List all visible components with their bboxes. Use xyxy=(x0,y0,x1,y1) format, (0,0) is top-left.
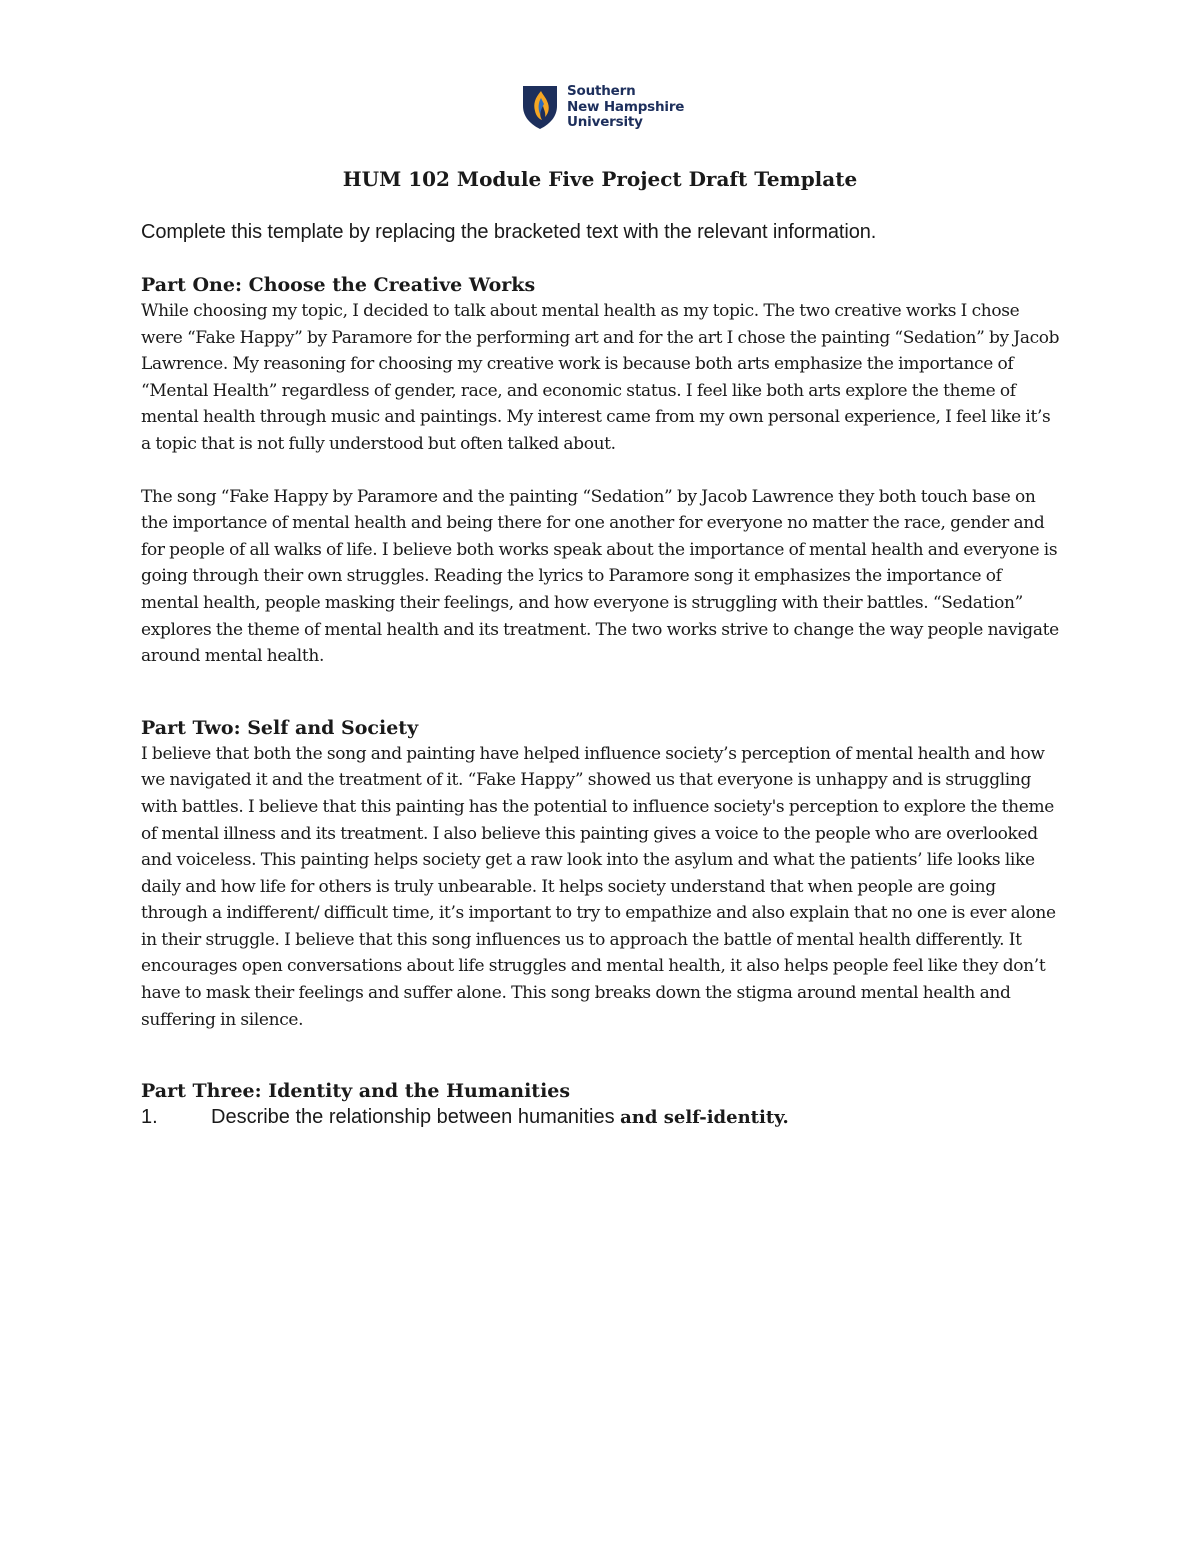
spacer xyxy=(141,458,1061,484)
part-one-paragraph-1: While choosing my topic, I decided to talk about mental health as my topic. The two creative works I chose were “Fake Happy” by Paramore for the performing art and for the art I chose the painting “Sedation” by Jacob Lawrence. My reasoning for choosing my creative work is because both arts emphasize the importance of “Mental Health” regardless of gender, race, and economic status. I feel like both arts explore the theme of mental health through music and paintings. My interest came from my own personal experience, I feel like it’s a topic that is not fully understood but often talked about. xyxy=(141,301,1060,454)
list-item-text-regular: Describe the relationship between humanities xyxy=(211,1106,621,1129)
part-three-heading: Part Three: Identity and the Humanities xyxy=(141,1080,571,1103)
instructions-text: Complete this template by replacing the bracketed text with the relevant information. xyxy=(141,221,877,243)
list-item-text xyxy=(211,1104,789,1131)
document-body xyxy=(141,219,1061,1131)
logo-line-2: New Hampshire xyxy=(567,98,685,115)
list-item-number: 1. xyxy=(141,1106,158,1129)
spacer xyxy=(141,670,1061,715)
part-two-heading: Part Two: Self and Society xyxy=(141,716,419,739)
part-one-heading: Part One: Choose the Creative Works xyxy=(141,274,536,296)
logo-line-1: Southern xyxy=(567,83,636,99)
spacer xyxy=(141,1033,1061,1078)
shield-flame-icon xyxy=(521,84,559,130)
part-two-paragraph-1: I believe that both the song and painting have helped influence society’s perception of mental health and how we navigated it and the treatment of it. “Fake Happy” showed us that everyone is unhappy and is struggling with battles. I believe that this painting has the potential to influence society's perception to explore the theme of mental illness and its treatment. I also believe this painting gives a voice to the people who are overlooked and voiceless. This painting helps society get a raw look into the asylum and what the patients’ life looks like daily and how life for others is truly unbearable. It helps society understand that when people are going through a indifferent/ difficult time, it’s important to try to empathize and also explain that no one is ever alone in their struggle. I believe that this song influences us to approach the battle of mental health differently. It encourages open conversations about life struggles and mental health, it also helps people feel like they don’t have to mask their feelings and suffer alone. This song breaks down the stigma around mental health and suffering in silence. xyxy=(141,743,1056,1030)
university-logo xyxy=(521,84,684,131)
logo-line-3: University xyxy=(567,114,643,130)
list-item xyxy=(141,1104,1061,1131)
logo-wordmark xyxy=(567,84,684,131)
part-one-paragraph-2: The song “Fake Happy by Paramore and the painting “Sedation” by Jacob Lawrence they both touch base on the importance of mental health and being there for one another for everyone no matter the race, gender and for people of all walks of life. I believe both works speak about the importance of mental health and everyone is going through their own struggles. Reading the lyrics to Paramore song it emphasizes the importance of mental health, people masking their feelings, and how everyone is struggling with their battles. “Sedation” explores the theme of mental health and its treatment. The two works strive to change the way people navigate around mental health. xyxy=(141,486,1059,667)
list-item-text-bold: and self-identity. xyxy=(620,1107,789,1129)
document-title: HUM 102 Module Five Project Draft Template xyxy=(342,167,858,191)
